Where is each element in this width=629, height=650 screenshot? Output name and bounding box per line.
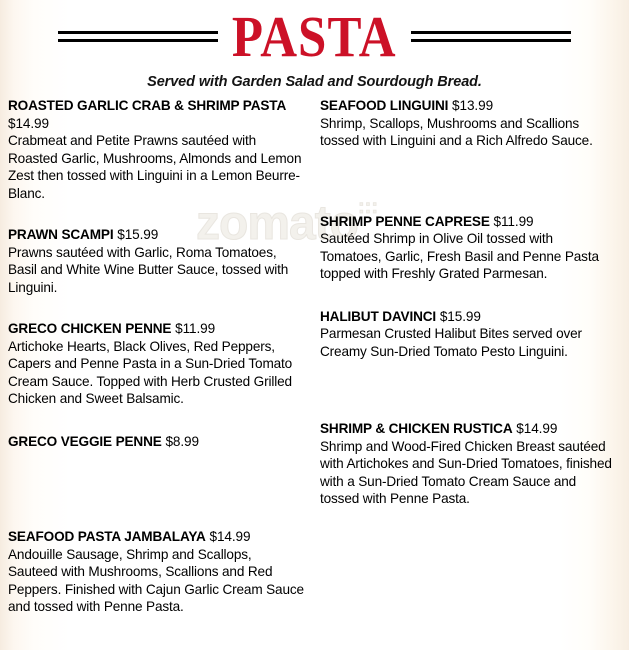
menu-item-description: Shrimp and Wood-Fired Chicken Breast sautéed with Artichokes and Sun-Dried Tomatoes, finished with a Sun-Dried Tomato Cream Sauce and tossed with Penne Pasta. [320, 438, 612, 506]
menu-item-description: Sautéed Shrimp in Olive Oil tossed with Tomatoes, Garlic, Fresh Basil and Penne Pasta topped with Freshly Grated Parmesan. [320, 231, 599, 281]
menu-item-price: $13.99 [452, 98, 494, 113]
menu-item-price: $15.99 [439, 308, 481, 324]
menu-item-name: SEAFOOD LINGUINI [320, 98, 449, 113]
menu-item-description: Crabmeat and Petite Prawns sautéed with Roasted Garlic, Mushrooms, Almonds and Lemon Zest then tossed with Linguini in a Lemon Beurre-Blanc. [8, 133, 302, 201]
menu-item[interactable] [8, 528, 304, 616]
menu-item-price: $14.99 [516, 421, 558, 436]
menu-item-name: GRECO CHICKEN PENNE [8, 321, 172, 336]
menu-item-name: SHRIMP & CHICKEN RUSTICA [320, 421, 513, 436]
menu-item[interactable] [8, 97, 304, 202]
menu-column-right [320, 97, 616, 508]
menu-item-heading [320, 420, 616, 438]
header-rule-left [58, 31, 218, 42]
menu-item-price: $11.99 [493, 213, 534, 229]
header-rule-right [411, 31, 571, 42]
menu-item-price: $14.99 [209, 529, 251, 544]
menu-item-heading [8, 320, 304, 338]
menu-columns [0, 97, 629, 650]
menu-header [0, 0, 629, 90]
menu-item[interactable] [8, 433, 304, 451]
menu-item-heading [8, 226, 304, 244]
menu-item-description: Andouille Sausage, Shrimp and Scallops, Sauteed with Mushrooms, Scallions and Red Peppers. Finished with Cajun Garlic Cream Sauce and tossed with Penne Pasta. [8, 546, 304, 614]
menu-item-name: SEAFOOD PASTA JAMBALAYA [8, 529, 206, 544]
menu-item[interactable] [320, 97, 616, 150]
page-title: PASTA [232, 4, 397, 69]
menu-item-price: $8.99 [165, 433, 199, 449]
menu-item-price: $14.99 [8, 115, 49, 131]
menu-item-description: Artichoke Hearts, Black Olives, Red Peppers, Capers and Penne Pasta in a Sun-Dried Tomato Cream Sauce. Topped with Herb Crusted Grilled Chicken and Sweet Balsamic. [8, 338, 293, 406]
menu-item-heading [8, 528, 304, 546]
menu-item-heading [320, 308, 616, 326]
menu-item-name: SHRIMP PENNE CAPRESE [320, 213, 490, 229]
menu-item-heading [320, 213, 616, 231]
menu-item-description: Prawns sautéed with Garlic, Roma Tomatoes, Basil and White Wine Butter Sauce, tossed with Linguini. [8, 244, 289, 295]
menu-subtitle: Served with Garden Salad and Sourdough Bread. [147, 74, 482, 90]
watermark-text: zomato [196, 197, 358, 250]
menu-item[interactable] [320, 420, 616, 508]
menu-item-price: $11.99 [175, 321, 216, 336]
menu-item-name: PRAWN SCAMPI [8, 227, 114, 242]
menu-title-row [0, 4, 629, 69]
menu-item-name: GRECO VEGGIE PENNE [8, 433, 162, 449]
menu-item-heading [8, 433, 304, 451]
menu-item[interactable] [320, 308, 616, 361]
menu-item[interactable] [320, 213, 616, 283]
menu-item-heading [8, 97, 304, 132]
menu-item-price: $15.99 [117, 227, 159, 242]
menu-item[interactable] [8, 320, 304, 408]
menu-item-name: ROASTED GARLIC CRAB & SHRIMP PASTA [8, 98, 287, 113]
menu-column-left [8, 97, 304, 616]
watermark-dots: ::: [358, 196, 378, 218]
menu-item-description: Shrimp, Scallops, Mushrooms and Scallions tossed with Linguini and a Rich Alfredo Sauce. [320, 115, 593, 148]
menu-item-heading [320, 97, 616, 115]
menu-item-description: Parmesan Crusted Halibut Bites served over Creamy Sun-Dried Tomato Pesto Linguini. [320, 326, 582, 359]
menu-item-name: HALIBUT DAVINCI [320, 308, 437, 324]
menu-item[interactable] [8, 226, 304, 296]
